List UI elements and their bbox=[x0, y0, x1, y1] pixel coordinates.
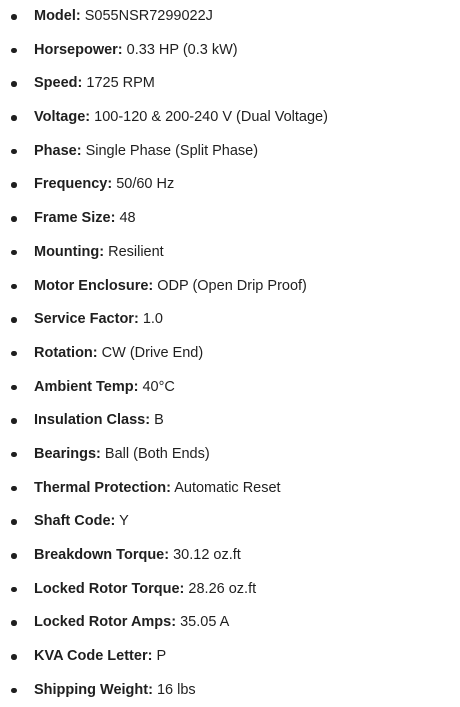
spec-value: 40°C bbox=[142, 378, 175, 395]
spec-value: Y bbox=[119, 513, 129, 530]
spec-label: Locked Rotor Amps: bbox=[34, 614, 177, 631]
bullet-icon bbox=[11, 149, 17, 155]
spec-item-breakdown-torque bbox=[0, 539, 460, 573]
spec-value: 16 lbs bbox=[156, 681, 196, 698]
bullet-icon bbox=[11, 284, 17, 290]
spec-value: P bbox=[156, 648, 167, 665]
spec-text bbox=[34, 303, 163, 337]
spec-value: Resilient bbox=[108, 243, 164, 260]
spec-label: Motor Enclosure: bbox=[34, 277, 154, 294]
bullet-icon bbox=[11, 452, 17, 458]
spec-label: Locked Rotor Torque: bbox=[34, 580, 185, 597]
spec-text bbox=[34, 606, 229, 640]
spec-text bbox=[34, 505, 129, 539]
spec-item-shipping-weight bbox=[0, 674, 460, 707]
spec-value: ODP (Open Drip Proof) bbox=[157, 277, 307, 294]
spec-value: CW (Drive End) bbox=[101, 344, 204, 361]
spec-item-model bbox=[0, 0, 460, 34]
spec-label: Service Factor: bbox=[34, 311, 139, 328]
spec-item-phase bbox=[0, 135, 460, 169]
spec-item-mounting bbox=[0, 236, 460, 270]
spec-text bbox=[34, 270, 307, 304]
spec-item-bearings bbox=[0, 438, 460, 472]
bullet-icon bbox=[11, 620, 17, 626]
bullet-icon bbox=[11, 654, 17, 660]
spec-text bbox=[34, 438, 210, 472]
spec-text bbox=[34, 539, 241, 573]
spec-text bbox=[34, 0, 213, 34]
spec-label: Bearings: bbox=[34, 445, 101, 462]
spec-item-locked-rotor-torque bbox=[0, 573, 460, 607]
spec-text bbox=[34, 101, 328, 135]
spec-item-voltage bbox=[0, 101, 460, 135]
spec-item-shaft-code bbox=[0, 505, 460, 539]
spec-text bbox=[34, 472, 281, 506]
bullet-icon bbox=[11, 317, 17, 323]
spec-text bbox=[34, 404, 164, 438]
spec-text bbox=[34, 34, 238, 68]
spec-label: Insulation Class: bbox=[34, 412, 151, 429]
spec-item-rotation bbox=[0, 337, 460, 371]
spec-value: 28.26 oz.ft bbox=[188, 580, 257, 597]
spec-item-frequency bbox=[0, 168, 460, 202]
spec-value: 1725 RPM bbox=[86, 75, 155, 92]
bullet-icon bbox=[11, 587, 17, 593]
spec-text bbox=[34, 640, 166, 674]
bullet-icon bbox=[11, 486, 17, 492]
spec-label: Mounting: bbox=[34, 243, 105, 260]
spec-label: Model: bbox=[34, 8, 81, 24]
spec-item-thermal-protection bbox=[0, 472, 460, 506]
bullet-icon bbox=[11, 216, 17, 222]
spec-value: S055NSR7299022J bbox=[84, 8, 213, 24]
spec-label: Breakdown Torque: bbox=[34, 547, 170, 563]
spec-value: 50/60 Hz bbox=[116, 176, 175, 193]
spec-value: 100-120 & 200-240 V (Dual Voltage) bbox=[94, 109, 328, 126]
bullet-icon bbox=[11, 688, 17, 694]
spec-item-kva-code-letter bbox=[0, 640, 460, 674]
spec-label: Horsepower: bbox=[34, 41, 123, 58]
spec-text bbox=[34, 168, 174, 202]
spec-item-speed bbox=[0, 67, 460, 101]
spec-label: KVA Code Letter: bbox=[34, 648, 153, 665]
spec-text bbox=[34, 674, 196, 707]
bullet-icon bbox=[11, 418, 17, 424]
bullet-icon bbox=[11, 385, 17, 391]
spec-label: Shaft Code: bbox=[34, 513, 116, 530]
bullet-icon bbox=[11, 351, 17, 357]
spec-label: Ambient Temp: bbox=[34, 378, 139, 395]
bullet-icon bbox=[11, 81, 17, 87]
spec-text bbox=[34, 371, 175, 405]
spec-value: Automatic Reset bbox=[174, 479, 281, 496]
spec-label: Thermal Protection: bbox=[34, 479, 171, 496]
spec-label: Shipping Weight: bbox=[34, 681, 153, 698]
spec-text bbox=[34, 573, 256, 607]
spec-item-horsepower bbox=[0, 34, 460, 68]
spec-value: B bbox=[154, 412, 164, 429]
spec-item-service-factor bbox=[0, 303, 460, 337]
spec-value: 1.0 bbox=[142, 311, 163, 328]
spec-text bbox=[34, 337, 203, 371]
spec-label: Speed: bbox=[34, 75, 83, 92]
spec-item-frame-size bbox=[0, 202, 460, 236]
spec-item-locked-rotor-amps bbox=[0, 606, 460, 640]
spec-label: Frequency: bbox=[34, 176, 113, 193]
bullet-icon bbox=[11, 48, 17, 54]
spec-label: Phase: bbox=[34, 142, 82, 159]
spec-text bbox=[34, 202, 136, 236]
bullet-icon bbox=[11, 519, 17, 525]
bullet-icon bbox=[11, 553, 17, 559]
spec-value: Single Phase (Split Phase) bbox=[85, 142, 259, 159]
bullet-icon bbox=[11, 14, 17, 20]
spec-label: Voltage: bbox=[34, 109, 91, 126]
spec-value: Ball (Both Ends) bbox=[104, 445, 210, 462]
spec-label: Frame Size: bbox=[34, 210, 116, 227]
spec-text bbox=[34, 135, 258, 169]
spec-label: Rotation: bbox=[34, 344, 98, 361]
spec-value: 48 bbox=[119, 210, 136, 227]
spec-value: 0.33 HP (0.3 kW) bbox=[126, 41, 238, 58]
bullet-icon bbox=[11, 115, 17, 121]
bullet-icon bbox=[11, 182, 17, 188]
spec-value: 35.05 A bbox=[180, 614, 230, 631]
spec-text bbox=[34, 236, 164, 270]
spec-item-motor-enclosure bbox=[0, 270, 460, 304]
spec-text bbox=[34, 67, 155, 101]
bullet-icon bbox=[11, 250, 17, 256]
spec-item-ambient-temp bbox=[0, 371, 460, 405]
spec-value: 30.12 oz.ft bbox=[173, 547, 241, 563]
spec-item-insulation-class bbox=[0, 404, 460, 438]
